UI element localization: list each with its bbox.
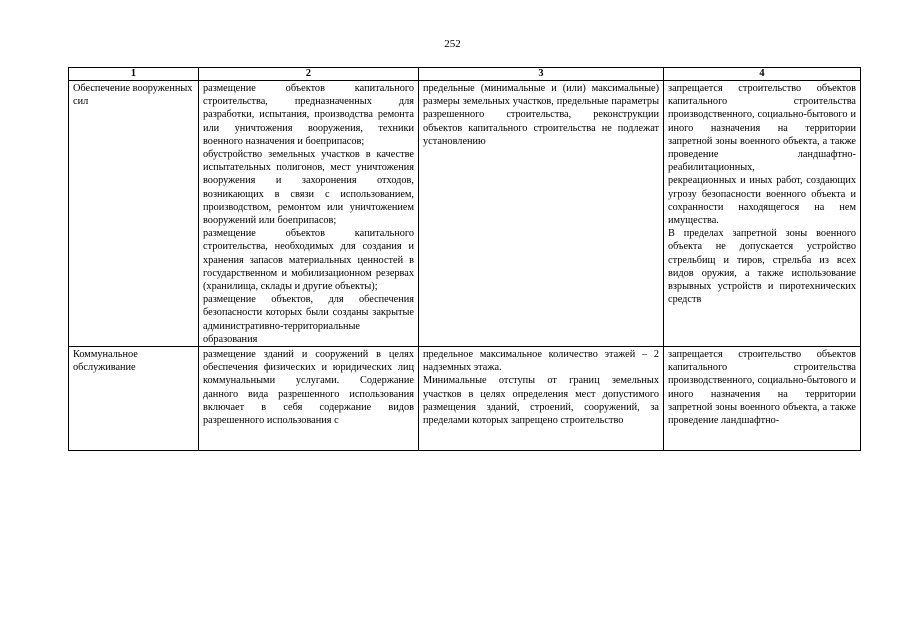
parameters-cell xyxy=(419,347,664,451)
table-row xyxy=(69,347,861,451)
column-header-4: 4 xyxy=(664,68,861,81)
use-name: Обеспечение вооруженных сил xyxy=(73,83,193,108)
restrictions-text: запрещается строительство объектов капитального строительства производственного, социально-бытового и иного назначения на территории запретной зоны военного объекта, а также проведение ландшафтно-реабилитационных, рекреационных и иных работ, создающих угрозу безопасности военного объекта и сохранности находящегося на нем имущества. В пределах запретной зоны военного объекта не допускается устройство стрельбищ и тиров, стрельба из всех видов оружия, а также использование взрывных устройств и пиротехнических средств xyxy=(668,83,856,306)
restrictions-text: запрещается строительство объектов капитального строительства производственного, социально-бытового и иного назначения на территории запретной зоны военного объекта, а также проведение ландшафтно- xyxy=(668,349,856,427)
use-description: размещение зданий и сооружений в целях обеспечения физических и юридических лиц коммунальными услугами. Содержание данного вида разрешенного использования включает в себя содержание видов разрешенного использования с xyxy=(203,349,414,427)
restrictions-cell xyxy=(664,347,861,451)
column-header-1: 1 xyxy=(69,68,199,81)
parameters-cell xyxy=(419,81,664,347)
table-header-row xyxy=(69,68,861,81)
column-header-3: 3 xyxy=(419,68,664,81)
page-number: 252 xyxy=(444,38,461,50)
column-header-2: 2 xyxy=(199,68,419,81)
use-name-cell xyxy=(69,81,199,347)
restrictions-cell xyxy=(664,81,861,347)
zoning-table xyxy=(68,67,861,451)
use-name: Коммунальное обслуживание xyxy=(73,349,138,374)
parameters-text: предельное максимальное количество этажей – 2 надземных этажа. Минимальные отступы от границ земельных участков в целях определения мест допустимого размещения зданий, строений, сооружений, за пределами которых запрещено строительство xyxy=(423,349,659,427)
use-description-cell xyxy=(199,81,419,347)
use-name-cell xyxy=(69,347,199,451)
use-description-cell xyxy=(199,347,419,451)
parameters-text: предельные (минимальные и (или) максимальные) размеры земельных участков, предельные параметры разрешенного строительства, реконструкции объектов капитального строительства не подлежат установлению xyxy=(423,83,659,147)
use-description: размещение объектов капитального строительства, предназначенных для разработки, испытания, производства ремонта или уничтожения вооружения, техники военного назначения и боеприпасов; обустройство земельных участков в качестве испытательных полигонов, мест уничтожения вооружения и захоронения отходов, возникающих в связи с использованием, производством, ремонтом или уничтожением вооружений или боеприпасов; размещение объектов капитального строительства, необходимых для создания и хранения запасов материальных ценностей в государственном и мобилизационном резервах (хранилища, склады и другие объекты); размещение объектов, для обеспечения безопасности которых были созданы закрытые административно-территориальные образования xyxy=(203,83,414,345)
table-row xyxy=(69,81,861,347)
